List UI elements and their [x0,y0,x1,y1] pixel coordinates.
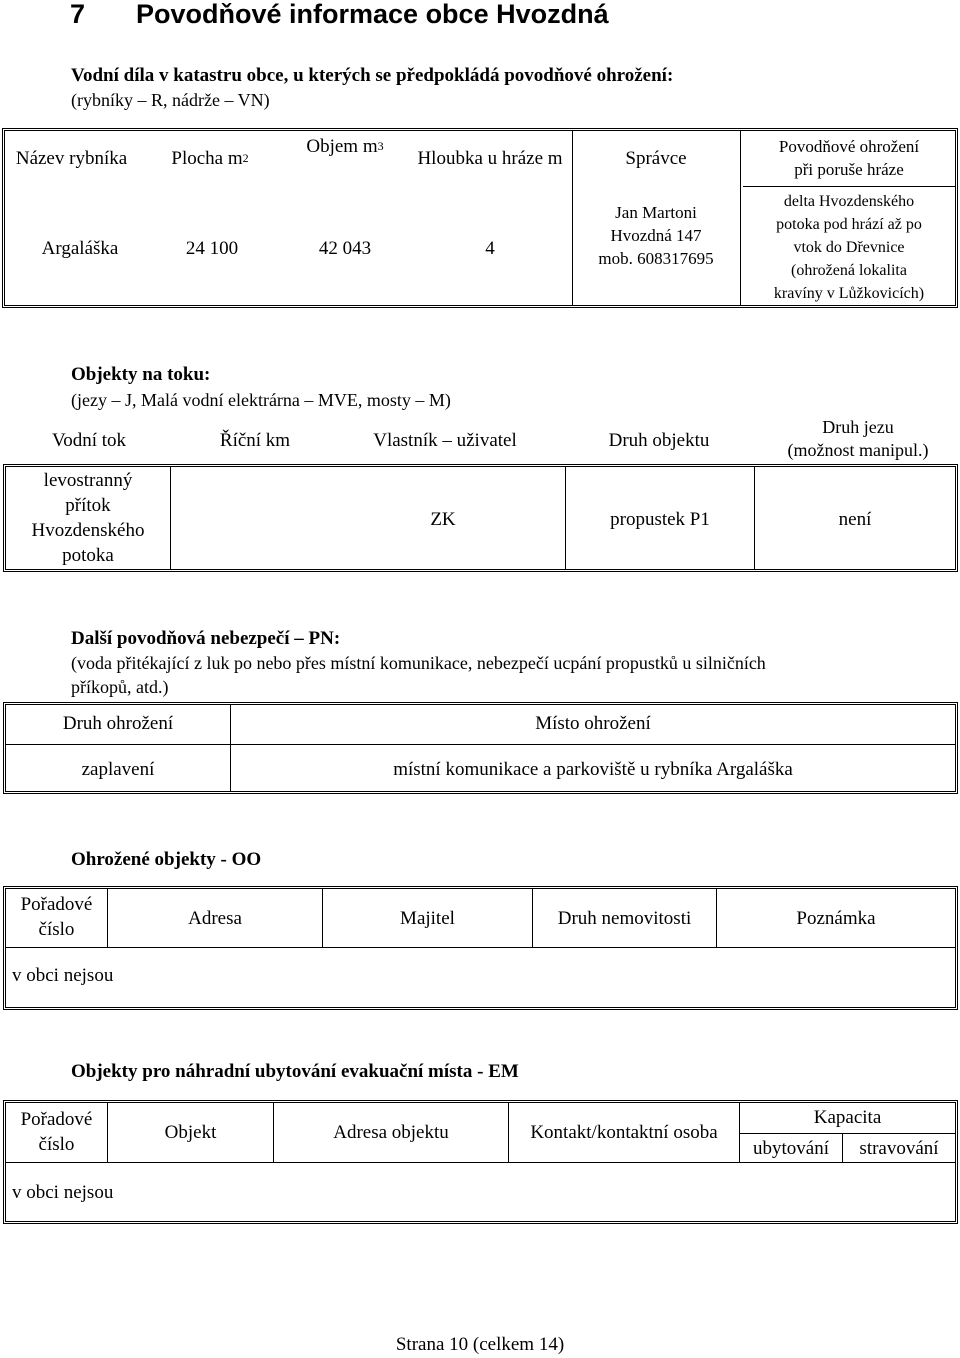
header-note: Poznámka [796,907,876,929]
header-order-number [6,1106,107,1158]
header-order-number [6,892,107,942]
header-area-sup: 2 [242,150,249,165]
header-accommodation: ubytování [753,1138,829,1159]
header-weir-line1: Druh jezu [822,417,894,437]
header-manager: Správce [625,147,687,169]
cell-area: 24 100 [185,237,239,259]
divider [6,744,955,745]
cell-threat [743,189,955,305]
header-weir [758,414,958,464]
cell-name: Argaláška [41,237,119,259]
chapter-number: 7 [70,0,86,29]
cell-threat-line1: delta Hvozdenského [783,192,915,210]
chapter-title [70,0,609,34]
header-owner: Vlastník – uživatel [373,429,517,451]
cell-stream-line4: potoka [62,545,114,566]
evacuation-empty: v obci nejsou [12,1182,114,1203]
cell-object-type: propustek P1 [610,508,710,530]
cell-depth: 4 [485,237,495,259]
header-threat-line1: Povodňové ohrožení [778,137,920,156]
header-volume-text: Objem m [306,135,378,157]
other-dangers-note-line2: příkopů, atd.) [71,677,169,697]
header-order-line2: číslo [38,1134,75,1155]
dams-heading: Vodní díla v katastru obce, u kterých se předpokládá povodňové ohrožení: [71,65,674,86]
stream-objects-heading: Objekty na toku: [71,364,211,385]
other-dangers-note-line1: (voda přitékající z luk po nebo přes místní komunikace, nebezpečí ucpání propustků u silničních [71,653,766,673]
chapter-title-text: Povodňové informace obce Hvozdná [136,0,609,29]
page-footer: Strana 10 (celkem 14) [395,1334,565,1355]
header-stream: Vodní tok [51,429,127,451]
header-volume-sup: 3 [377,138,384,153]
header-owner: Majitel [400,907,455,929]
cell-manager-line2: Hvozdná 147 [610,225,702,245]
header-volume [275,128,415,164]
header-threat [743,132,955,184]
cell-stream-line2: přítok [65,495,111,516]
header-order-line1: Pořadové [20,1109,93,1130]
cell-threat-line3: vtok do Dřevnice [793,238,905,256]
header-weir-line2: (možnost manipul.) [787,440,929,460]
header-object: Objekt [164,1121,217,1143]
divider [6,1162,955,1163]
cell-threat-line4: (ohrožená lokalita [791,261,907,279]
header-danger-place: Místo ohrožení [535,712,651,734]
cell-danger-type: zaplavení [81,758,155,780]
header-property-type: Druh nemovitosti [557,907,692,929]
cell-river-km [171,467,321,569]
header-object-address: Adresa objektu [333,1121,449,1143]
cell-owner: ZK [430,508,456,530]
endangered-objects-empty: v obci nejsou [12,965,114,986]
cell-stream-line3: Hvozdenského [31,520,145,541]
header-area [150,138,270,178]
header-name: Název rybníka [15,147,128,169]
header-address: Adresa [188,907,242,929]
cell-threat-line2: potoka pod hrází až po [776,215,922,233]
header-contact: Kontakt/kontaktní osoba [530,1121,718,1143]
evacuation-heading: Objekty pro náhradní ubytování evakuační místa - EM [71,1061,519,1082]
divider [740,1133,955,1134]
cell-volume: 42 043 [318,237,372,259]
cell-manager-line3: mob. 608317695 [598,248,714,268]
header-river-km: Říční km [219,429,291,451]
cell-manager [573,199,739,271]
header-capacity: Kapacita [813,1106,882,1128]
endangered-objects-heading: Ohrožené objekty - OO [71,849,262,870]
cell-weir: není [838,508,872,530]
dams-subheading: (rybníky – R, nádrže – VN) [71,90,270,110]
stream-objects-subheading: (jezy – J, Malá vodní elektrárna – MVE, mosty – M) [71,390,451,410]
other-dangers-heading: Další povodňová nebezpečí – PN: [71,628,341,649]
cell-danger-place: místní komunikace a parkoviště u rybníka Argaláška [393,758,793,780]
header-depth: Hloubka u hráze m [417,147,563,169]
divider [740,131,741,305]
divider [6,947,955,948]
divider [743,186,955,187]
header-threat-line2: při poruše hráze [794,160,904,179]
cell-threat-line5: kravíny v Lůžkovicích) [773,284,925,302]
header-object-type: Druh objektu [608,429,710,451]
header-order-line1: Pořadové [20,894,93,915]
header-catering: stravování [859,1138,939,1159]
cell-stream [6,467,170,569]
header-order-line2: číslo [38,919,75,940]
header-danger-type: Druh ohrožení [62,712,174,734]
header-area-text: Plocha m [171,147,243,169]
cell-manager-line1: Jan Martoni [615,202,697,222]
cell-stream-line1: levostranný [43,470,133,491]
